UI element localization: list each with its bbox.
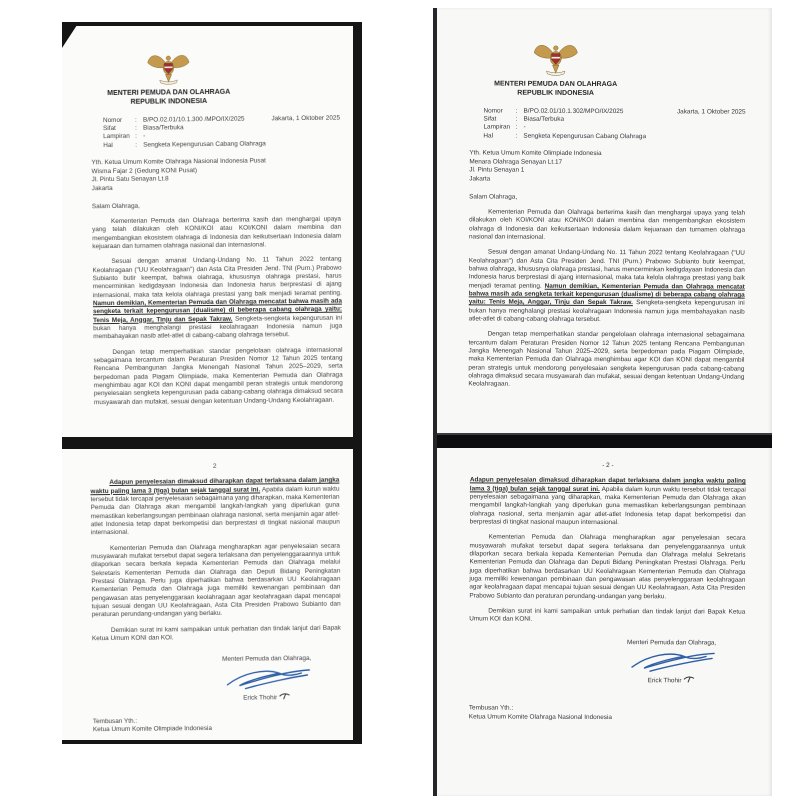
paragraph-emphasized-text: Namun demikian, Kementerian Pemuda dan Olahraga mencatat bahwa masih ada sengketa terkait kepengurusan (dualisme) di beberapa cabang olahraga yaitu: Tenis Meja, Anggar, Tinju dan Sepak Takraw. [92, 297, 343, 324]
colon: : [515, 115, 518, 123]
signer-name-text: Erick Thohir [243, 693, 278, 702]
ministry-country: REPUBLIK INDONESIA [517, 89, 594, 98]
paragraph-opening: Kementerian Pemuda dan Olahraga berterima kasih dan menghargai upaya yang telah dilakukan oleh KONI/KOI atau KOI/KONI dalam membina dan mengembangkan ekosistem olahraga di Indonesia dan keikutsertaan Indonesia dalam kejuaraan dan turnamen olahraga nasional dan internasional. [92, 215, 342, 251]
salutation: Salam Olahraga, [91, 202, 140, 210]
recipient-block [469, 150, 745, 186]
paragraph-closing: Demikian surat ini kami sampaikan untuk perhatian dan tindak lanjut dari Bapak Ketua Umum KOI dan KONI. [469, 607, 746, 623]
paragraph-closing: Demikian surat ini kami sampaikan untuk perhatian dan tindak lanjut dari Bapak Ketua Umum KONI dan KOI. [91, 624, 341, 643]
colon: : [515, 124, 518, 132]
paragraph-text: Apabila dalam kurun waktu tersebut tidak tercapai penyelesaian sebagaimana yang diharapkan, maka Kementerian Pemuda dan Olahraga akan mengambil langkah-langkah yang diperlukan guna memastikan keberlangsungan pembinaan olahraga nasional, serta menjamin agar atlet-atlet Indonesia tetap dapat berkompetisi dan berprestasi di tingkat nasional maupun internasional. [469, 485, 746, 527]
meta-label-lampiran: Lampiran [483, 123, 511, 132]
colon: : [135, 124, 137, 132]
cc-block [93, 715, 342, 734]
recipient-line: Jl. Pintu Satu Senayan Lt.8 [91, 175, 169, 184]
paragraph-emphasized-text: Namun demikian, Kementerian Pemuda dan Olahraga mencatat bahwa masih ada sengketa terkait kepengurusan (dualisme) di beberapa cabang olahraga yaitu: Tenis Meja, Anggar, Tinju dan Sepak Takraw. [468, 282, 745, 307]
signature-erick-thohir [626, 649, 718, 675]
cc-value: Ketua Umum Komite Olahraga Nasional Indonesia [468, 712, 612, 721]
paragraph-deadline [470, 477, 746, 528]
meta-value-sifat: Biasa/Terbuka [143, 124, 184, 132]
cc-block [469, 705, 745, 723]
signoff-title: Menteri Pemuda dan Olahraga, [627, 638, 717, 647]
signer-name [205, 691, 330, 703]
paragraph-reporting: Kementerian Pemuda dan Olahraga mengharapkan agar penyelesaian secara musyawarah mufakat tersebut dapat segera terlaksana dan penyelenggaraannya untuk dilaporkan secara berkala kepada Kementerian Pemuda dan Olahraga melalui Sekretaris Kementerian Pemuda dan Olahraga dan Deputi Bidang Peningkatan Prestasi Olahraga. Perlu juga diperhatikan bahwa berdasarkan UU Keolahragaan Kementerian Pemuda dan Olahraga juga memiliki kewenangan pembinaan dan pengawasan atas penyelenggaraan keolahragaan agar keolahragaan dapat mencapai tujuan sesuai dengan UU Keolahragaan, Asta Cita Presiden Prabowo Subianto dan peraturan perundang-undangan yang berlaku. [91, 542, 341, 619]
meta-value-lampiran: - [143, 133, 146, 141]
meta-label-hal: Hal [483, 132, 494, 140]
garuda-pancasila-emblem-icon [533, 38, 579, 78]
colon: : [134, 116, 137, 124]
meta-value-sifat: Biasa/Terbuka [523, 115, 565, 123]
ministry-name: MENTERI PEMUDA DAN OLAHRAGA [107, 89, 231, 98]
colon: : [515, 132, 518, 140]
paragraph-text: Sengketa-sengketa kepengurusan ini bukan hanya menghalangi prestasi keolahragaan Indonesia namun juga membahayakan nasib atlet-atlet di cabang-cabang olahraga tersebut. [468, 299, 745, 323]
meta-label-sifat: Sifat [103, 125, 116, 133]
salutation: Salam Olahraga, [469, 193, 518, 201]
paragraph-text: Sesuai dengan amanat Undang-Undang No. 11 Tahun 2022 tentang Keolahragaan ("UU Keolahragaan") dan Asta Cita Presiden Jend. TNI (Purn.) Prabowo Subianto butir keempat, bahwa olahraga, khususnya olahraga prestasi, harus mencerminkan kedigdayaan Indonesia dan Indonesia harus berprestasi di ajang internasional, maka tata kelola olahraga prestasi yang baik menjadi teramat penting. [92, 255, 342, 299]
letter-scan-right [433, 8, 772, 796]
paraph-mark [683, 675, 695, 683]
recipient-line: Jakarta [469, 175, 491, 183]
paragraph-reporting: Kementerian Pemuda dan Olahraga mengharapkan agar penyelesaian secara musyawarah mufakat tersebut dapat segera terlaksana dan penyelenggaraannya untuk dilaporkan secara berkala kepada Kementerian Pemuda dan Olahraga melalui Sekretaris Kementerian Pemuda dan Olahraga dan Deputi Bidang Peningkatan Prestasi Olahraga. Perlu juga diperhatikan bahwa berdasarkan UU Keolahragaan Kementerian Pemuda dan Olahraga juga memiliki kewenangan pembinaan dan pengawasan atas penyelenggaraan keolahragaan agar keolahragaan dapat mencapai tujuan sesuai dengan UU Keolahragaan, Asta Cita Presiden Prabowo Subianto dan peraturan perundang-undangan yang berlaku. [469, 533, 746, 600]
right-letter-page-2 [437, 446, 772, 796]
meta-value-hal: Sengketa Kepengurusan Cabang Olahraga [523, 132, 647, 140]
recipient-line: Jl. Pintu Senayan 1 [469, 166, 525, 175]
paragraph-emphasized-text: Adapun penyelesaian dimaksud diharapkan dapat terlaksana dalam jangka waktu paling lama 3 (tiga) bulan sejak tanggal surat ini. [469, 476, 746, 493]
letter-scan-left [62, 22, 362, 744]
meta-label-lampiran: Lampiran [103, 133, 130, 141]
letter-meta [103, 114, 340, 150]
left-letter-page-2 [62, 449, 353, 740]
paragraph-deadline [90, 477, 340, 538]
paragraph-text: Apabila dalam kurun waktu tersebut tidak tercapai penyelesaian sebagaimana yang diharapkan, maka Kementerian Pemuda dan Olahraga akan mengambil langkah-langkah yang diperlukan guna memastikan keberlangsungan pembinaan olahraga nasional, serta menjamin agar atlet-atlet Indonesia tetap dapat berkompetisi dan berprestasi di tingkat nasional maupun internasional. [90, 485, 340, 537]
recipient-line: Jakarta [91, 185, 113, 193]
paragraph-opening: Kementerian Pemuda dan Olahraga berterima kasih dan menghargai upaya yang telah dilakukan oleh KOI/KONI atau KONI/KOI dalam membina dan mengembangkan ekosistem olahraga di Indonesia dan keikutsertaan Indonesia dalam kejuaraan dan turnamen olahraga nasional dan internasional. [468, 208, 746, 241]
recipient-line: Menara Olahraga Senayan Lt.17 [469, 158, 563, 166]
meta-label-hal: Hal [103, 141, 113, 149]
cc-label: Tembusan Yth.: [468, 704, 514, 712]
garuda-pancasila-emblem-icon [146, 48, 190, 86]
paraph-mark [279, 692, 291, 700]
paragraph-recommendation: Dengan tetap memperhatikan standar pengelolaan olahraga internasional sebagaimana tercantum dalam Peraturan Presiden Nomor 12 Tahun 2025 tentang Rencana Pembangunan Jangka Menengah Nasional Tahun 2025–2029, serta berpedoman pada Piagam Olimpiade, maka Kementerian Pemuda dan Olahraga menghimbau agar KOI dan KONI dapat mengambil peran strategis untuk mendorong penyelesaian sengketa kepengurusan pada cabang-cabang olahraga dimaksud secara musyawarah dan mufakat, sesuai dengan ketentuan Undang-Undang Keolahragaan. [93, 346, 343, 406]
recipient-block [91, 157, 340, 194]
meta-value-lampiran: - [523, 124, 526, 132]
meta-label-nomor: Nomor [102, 116, 123, 124]
letter-meta [483, 107, 745, 141]
signoff-title: Menteri Pemuda dan Olahraga, [222, 655, 312, 664]
signature-erick-thohir [221, 665, 313, 692]
paragraph-emphasized-text: Adapun penyelesaian dimaksud diharapkan dapat terlaksana dalam jangka waktu paling lama 3 (tiga) bulan sejak tanggal surat ini. [90, 476, 340, 495]
left-letter-page-1 [62, 26, 353, 437]
cc-value: Ketua Umum Komite Olimpiade Indonesia [92, 725, 212, 734]
paragraph-text: Sesuai dengan amanat Undang-Undang No. 11 Tahun 2022 tentang Keolahragaan ("UU Keolahragaan") dan Asta Cita Presiden Jend. TNI (Purn.) Prabowo Subianto butir keempat, bahwa olahraga, khususnya olahraga prestasi, harus mencerminkan kedigdayaan Indonesia dan Indonesia harus berprestasi di ajang internasional, maka tata kelola olahraga prestasi yang baik menjadi teramat penting. [468, 248, 745, 290]
recipient-line: Wisma Fajar 2 (Gedung KONI Pusat) [91, 166, 198, 176]
paragraph-legal-basis [469, 249, 745, 325]
paragraph-recommendation: Dengan tetap memperhatikan standar pengelolaan olahraga internasional sebagaimana tercantum dalam Peraturan Presiden Nomor 12 Tahun 2025 tentang Rencana Pembangunan Jangka Menengah Nasional Tahun 2025–2029, serta berpedoman pada Piagam Olimpiade, maka Kementerian Pemuda dan Olahraga menghimbau agar KOI dan KONI dapat mengambil peran strategis untuk mendorong penyelesaian sengketa kepengurusan pada cabang-cabang olahraga dimaksud secara musyawarah dan mufakat, sesuai dengan ketentuan Undang-Undang Keolahragaan. [468, 330, 745, 388]
paragraph-text: Sengketa-sengketa kepengurusan ini bukan hanya menghalangi prestasi keolahragaan Indonesia namun juga membahayakan nasib atlet-atlet di cabang-cabang olahraga tersebut. [93, 314, 343, 341]
colon: : [515, 107, 518, 115]
signoff-block [609, 639, 734, 686]
letterhead [92, 48, 245, 108]
meta-value-nomor: B/PO.02.01/10.1.302/MPO/IX/2025 [523, 107, 624, 115]
colon: : [135, 141, 138, 149]
recipient-line: Yth. Ketua Umum Komite Olahraga Nasional Indonesia Pusat [91, 157, 266, 167]
page-number: - 2 - [602, 461, 614, 470]
signer-name [609, 675, 734, 686]
letter-date: Jakarta, 1 Oktober 2025 [271, 114, 341, 123]
page-number: 2 [212, 462, 217, 470]
ministry-country: REPUBLIK INDONESIA [130, 98, 208, 106]
meta-label-sifat: Sifat [483, 115, 497, 123]
right-letter-page-1 [437, 8, 772, 433]
letterhead [476, 37, 636, 99]
meta-value-hal: Sengketa Kepengurusan Cabang Olahraga [143, 140, 266, 149]
cc-label: Tembusan Yth.: [92, 717, 138, 726]
paragraph-legal-basis [92, 256, 342, 342]
colon: : [135, 133, 137, 141]
meta-value-nomor: B/PO.02.01/10.1.300 /MPO/IX/2025 [142, 115, 245, 124]
signer-name-text: Erick Thohir [647, 677, 682, 685]
recipient-line: Yth. Ketua Umum Komite Olimpiade Indonesia [469, 149, 602, 158]
letter-date: Jakarta, 1 Oktober 2025 [676, 108, 746, 116]
meta-label-nomor: Nomor [483, 107, 503, 115]
signoff-block [204, 655, 329, 703]
ministry-name: MENTERI PEMUDA DAN OLAHRAGA [494, 80, 618, 89]
